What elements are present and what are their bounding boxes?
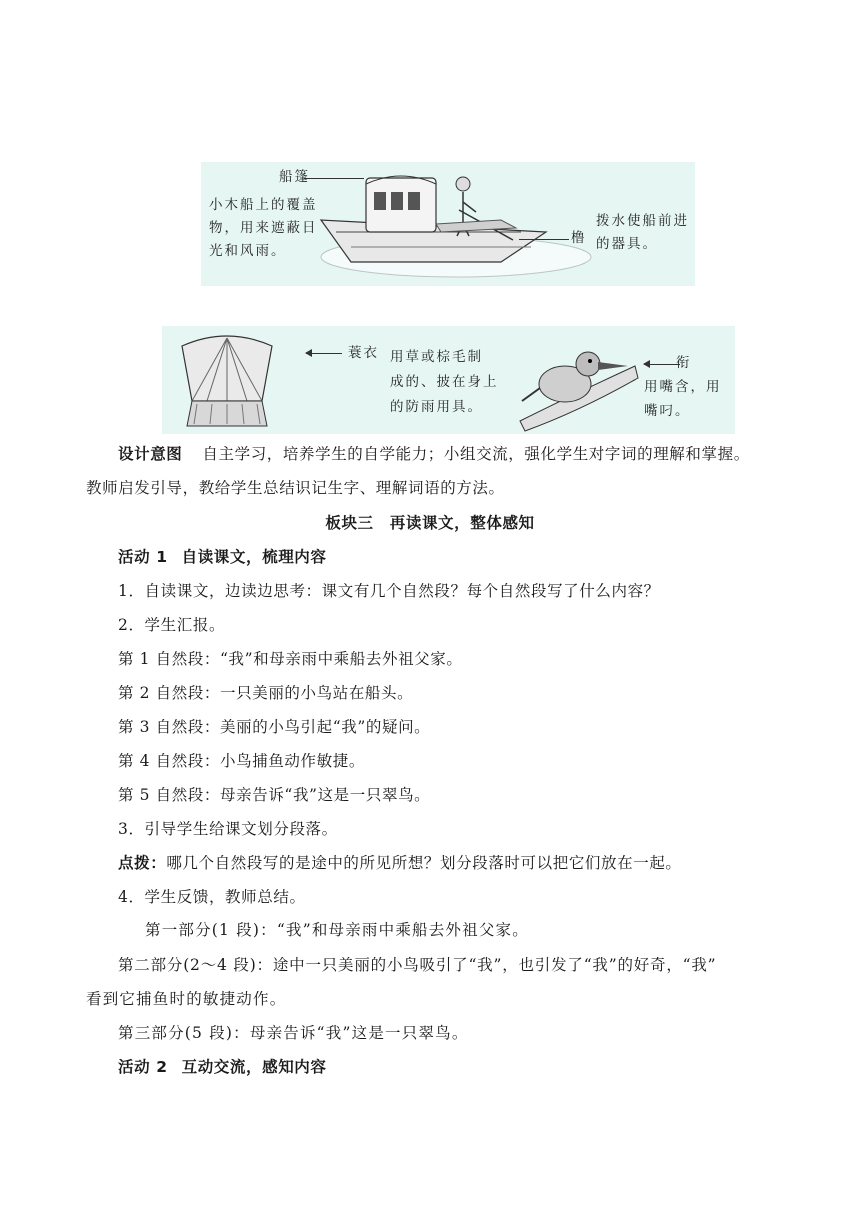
raincoat-arrow: [306, 353, 342, 354]
paragraph-4-summary: 第 4 自然段：小鸟捕鱼动作敏捷。: [118, 752, 365, 770]
raincoat-desc-3: 的防雨用具。: [390, 399, 483, 415]
part-2-line-1: 第二部分(2～4 段)：途中一只美丽的小鸟吸引了“我”，也引发了“我”的好奇，“我”: [118, 956, 717, 974]
design-intent-text: 自主学习，培养学生的自学能力；小组交流，强化学生对字词的理解和掌握。: [202, 445, 750, 463]
design-intent-line-1: [118, 443, 750, 465]
bird-arrow: [644, 364, 680, 365]
design-intent-line-2: 教师启发引导，教给学生总结识记生字、理解词语的方法。: [86, 479, 505, 497]
activity-1-title: 自读课文，梳理内容: [181, 548, 327, 566]
part-3: 第三部分(5 段)：母亲告诉“我”这是一只翠鸟。: [118, 1024, 469, 1042]
activity-2-heading: [118, 1056, 327, 1078]
step-2: 2．学生汇报。: [118, 616, 226, 634]
oar-label: 橹: [571, 230, 587, 246]
paragraph-1-summary: 第 1 自然段：“我”和母亲雨中乘船去外祖父家。: [118, 650, 463, 668]
part-1: 第一部分(1 段)：“我”和母亲雨中乘船去外祖父家。: [145, 921, 529, 939]
activity-2-label: 活动 2: [118, 1058, 168, 1076]
oar-arrow: [519, 239, 569, 240]
activity-1-heading: [118, 546, 327, 568]
paragraph-2-summary: 第 2 自然段：一只美丽的小鸟站在船头。: [118, 684, 414, 702]
raincoat-bird-figure: [162, 326, 735, 434]
paragraph-5-summary: 第 5 自然段：母亲告诉“我”这是一只翠鸟。: [118, 786, 431, 804]
tip-line: [118, 852, 682, 874]
canopy-desc-3: 光和风雨。: [209, 243, 287, 259]
raincoat-illustration: [162, 326, 292, 434]
part-2-line-2: 看到它捕鱼时的敏捷动作。: [86, 990, 287, 1008]
tip-text: 哪几个自然段写的是途中的所见所想？划分段落时可以把它们放在一起。: [166, 854, 682, 872]
canopy-desc-1: 小木船上的覆盖: [209, 197, 318, 213]
activity-1-label: 活动 1: [118, 548, 168, 566]
bird-desc-1: 用嘴含，用: [644, 379, 722, 395]
bird-label: 衔: [676, 355, 692, 371]
step-3: 3．引导学生给课文划分段落。: [118, 820, 338, 838]
raincoat-label: 蓑衣: [348, 345, 379, 361]
canopy-arrow: [304, 178, 364, 179]
paragraph-3-summary: 第 3 自然段：美丽的小鸟引起“我”的疑问。: [118, 718, 431, 736]
tip-label: 点拨：: [118, 854, 167, 872]
design-intent-label: 设计意图: [118, 445, 183, 463]
step-4: 4．学生反馈，教师总结。: [118, 888, 306, 906]
boat-figure: [201, 162, 695, 286]
step-1: 1．自读课文，边读边思考：课文有几个自然段？每个自然段写了什么内容？: [118, 582, 660, 600]
oar-desc-2: 的器具。: [596, 236, 658, 252]
bird-desc-2: 嘴叼。: [644, 403, 691, 419]
activity-2-title: 互动交流，感知内容: [181, 1058, 327, 1076]
kingfisher-illustration: [510, 326, 640, 434]
canopy-label: 船篷: [279, 169, 310, 185]
raincoat-desc-1: 用草或棕毛制: [390, 349, 483, 365]
section-title: 板块三 再读课文，整体感知: [325, 514, 535, 532]
oar-desc-1: 拨水使船前进: [596, 213, 689, 229]
raincoat-desc-2: 成的、披在身上: [390, 374, 499, 390]
canopy-desc-2: 物，用来遮蔽日: [209, 220, 318, 236]
